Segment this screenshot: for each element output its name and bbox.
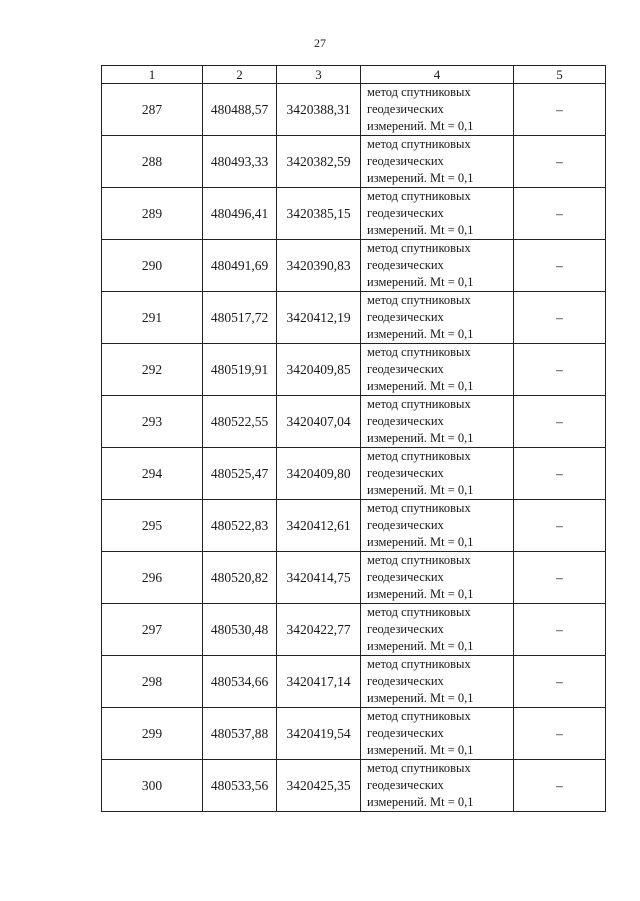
table-row: [102, 84, 606, 136]
method-cell: [361, 240, 514, 292]
point-number-cell: 293: [102, 396, 203, 448]
column-header-4: 4: [361, 66, 514, 84]
column-5-cell: –: [514, 292, 606, 344]
method-cell: [361, 84, 514, 136]
y-coordinate-cell: 3420414,75: [277, 552, 361, 604]
table-row: [102, 396, 606, 448]
column-5-cell: –: [514, 708, 606, 760]
table-row: [102, 604, 606, 656]
method-line: метод спутниковых: [367, 137, 471, 151]
column-5-cell: –: [514, 84, 606, 136]
table-body: [102, 84, 606, 812]
method-line: метод спутниковых: [367, 293, 471, 307]
column-5-cell: –: [514, 656, 606, 708]
x-coordinate-cell: 480533,56: [203, 760, 277, 812]
method-line: геодезических: [367, 622, 444, 636]
column-5-cell: –: [514, 188, 606, 240]
method-cell: [361, 396, 514, 448]
method-line: геодезических: [367, 570, 444, 584]
method-line: измерений. Mt = 0,1: [367, 483, 474, 497]
point-number-cell: 290: [102, 240, 203, 292]
coordinates-table: [101, 65, 606, 812]
x-coordinate-cell: 480491,69: [203, 240, 277, 292]
table-row: [102, 136, 606, 188]
table-row: [102, 760, 606, 812]
point-number-cell: 296: [102, 552, 203, 604]
method-line: метод спутниковых: [367, 241, 471, 255]
column-header-1: 1: [102, 66, 203, 84]
column-5-cell: –: [514, 344, 606, 396]
method-cell: [361, 136, 514, 188]
method-line: геодезических: [367, 310, 444, 324]
method-line: измерений. Mt = 0,1: [367, 275, 474, 289]
table-row: [102, 552, 606, 604]
x-coordinate-cell: 480525,47: [203, 448, 277, 500]
column-5-cell: –: [514, 500, 606, 552]
point-number-cell: 289: [102, 188, 203, 240]
point-number-cell: 288: [102, 136, 203, 188]
method-line: измерений. Mt = 0,1: [367, 171, 474, 185]
column-5-cell: –: [514, 240, 606, 292]
x-coordinate-cell: 480522,55: [203, 396, 277, 448]
y-coordinate-cell: 3420417,14: [277, 656, 361, 708]
column-5-cell: –: [514, 136, 606, 188]
x-coordinate-cell: 480522,83: [203, 500, 277, 552]
column-5-cell: –: [514, 760, 606, 812]
table-row: [102, 500, 606, 552]
y-coordinate-cell: 3420390,83: [277, 240, 361, 292]
method-cell: [361, 448, 514, 500]
method-line: метод спутниковых: [367, 501, 471, 515]
x-coordinate-cell: 480534,66: [203, 656, 277, 708]
method-line: метод спутниковых: [367, 189, 471, 203]
method-line: измерений. Mt = 0,1: [367, 327, 474, 341]
method-line: измерений. Mt = 0,1: [367, 431, 474, 445]
point-number-cell: 291: [102, 292, 203, 344]
table-row: [102, 188, 606, 240]
column-5-cell: –: [514, 552, 606, 604]
method-line: измерений. Mt = 0,1: [367, 587, 474, 601]
y-coordinate-cell: 3420407,04: [277, 396, 361, 448]
point-number-cell: 299: [102, 708, 203, 760]
point-number-cell: 295: [102, 500, 203, 552]
table-row: [102, 448, 606, 500]
y-coordinate-cell: 3420388,31: [277, 84, 361, 136]
y-coordinate-cell: 3420412,19: [277, 292, 361, 344]
table-row: [102, 240, 606, 292]
method-line: геодезических: [367, 206, 444, 220]
method-line: метод спутниковых: [367, 345, 471, 359]
table-row: [102, 292, 606, 344]
method-line: метод спутниковых: [367, 761, 471, 775]
y-coordinate-cell: 3420412,61: [277, 500, 361, 552]
method-line: геодезических: [367, 518, 444, 532]
method-line: геодезических: [367, 154, 444, 168]
y-coordinate-cell: 3420382,59: [277, 136, 361, 188]
method-cell: [361, 344, 514, 396]
table-row: [102, 344, 606, 396]
x-coordinate-cell: 480537,88: [203, 708, 277, 760]
method-line: метод спутниковых: [367, 657, 471, 671]
method-line: метод спутниковых: [367, 397, 471, 411]
method-line: геодезических: [367, 674, 444, 688]
method-line: метод спутниковых: [367, 85, 471, 99]
y-coordinate-cell: 3420409,80: [277, 448, 361, 500]
method-line: измерений. Mt = 0,1: [367, 743, 474, 757]
method-cell: [361, 760, 514, 812]
column-header-5: 5: [514, 66, 606, 84]
x-coordinate-cell: 480519,91: [203, 344, 277, 396]
table-row: [102, 708, 606, 760]
method-line: метод спутниковых: [367, 605, 471, 619]
method-cell: [361, 656, 514, 708]
x-coordinate-cell: 480493,33: [203, 136, 277, 188]
method-line: измерений. Mt = 0,1: [367, 639, 474, 653]
y-coordinate-cell: 3420385,15: [277, 188, 361, 240]
table-header: [102, 66, 606, 84]
point-number-cell: 297: [102, 604, 203, 656]
method-line: геодезических: [367, 258, 444, 272]
column-header-3: 3: [277, 66, 361, 84]
method-line: измерений. Mt = 0,1: [367, 119, 474, 133]
column-5-cell: –: [514, 604, 606, 656]
method-line: геодезических: [367, 362, 444, 376]
y-coordinate-cell: 3420425,35: [277, 760, 361, 812]
page-number: 27: [314, 36, 326, 50]
y-coordinate-cell: 3420419,54: [277, 708, 361, 760]
column-5-cell: –: [514, 396, 606, 448]
point-number-cell: 294: [102, 448, 203, 500]
point-number-cell: 292: [102, 344, 203, 396]
table-header-row: [102, 66, 606, 84]
method-line: метод спутниковых: [367, 449, 471, 463]
point-number-cell: 287: [102, 84, 203, 136]
x-coordinate-cell: 480496,41: [203, 188, 277, 240]
method-line: измерений. Mt = 0,1: [367, 223, 474, 237]
method-cell: [361, 500, 514, 552]
x-coordinate-cell: 480520,82: [203, 552, 277, 604]
point-number-cell: 298: [102, 656, 203, 708]
method-cell: [361, 552, 514, 604]
method-line: метод спутниковых: [367, 553, 471, 567]
method-line: метод спутниковых: [367, 709, 471, 723]
method-cell: [361, 188, 514, 240]
method-line: геодезических: [367, 778, 444, 792]
column-header-2: 2: [203, 66, 277, 84]
method-line: геодезических: [367, 102, 444, 116]
method-line: геодезических: [367, 726, 444, 740]
method-line: измерений. Mt = 0,1: [367, 795, 474, 809]
x-coordinate-cell: 480517,72: [203, 292, 277, 344]
column-5-cell: –: [514, 448, 606, 500]
method-cell: [361, 708, 514, 760]
method-line: измерений. Mt = 0,1: [367, 691, 474, 705]
x-coordinate-cell: 480530,48: [203, 604, 277, 656]
point-number-cell: 300: [102, 760, 203, 812]
y-coordinate-cell: 3420422,77: [277, 604, 361, 656]
table-row: [102, 656, 606, 708]
method-line: измерений. Mt = 0,1: [367, 379, 474, 393]
method-line: измерений. Mt = 0,1: [367, 535, 474, 549]
y-coordinate-cell: 3420409,85: [277, 344, 361, 396]
method-cell: [361, 604, 514, 656]
method-line: геодезических: [367, 466, 444, 480]
method-line: геодезических: [367, 414, 444, 428]
x-coordinate-cell: 480488,57: [203, 84, 277, 136]
method-cell: [361, 292, 514, 344]
